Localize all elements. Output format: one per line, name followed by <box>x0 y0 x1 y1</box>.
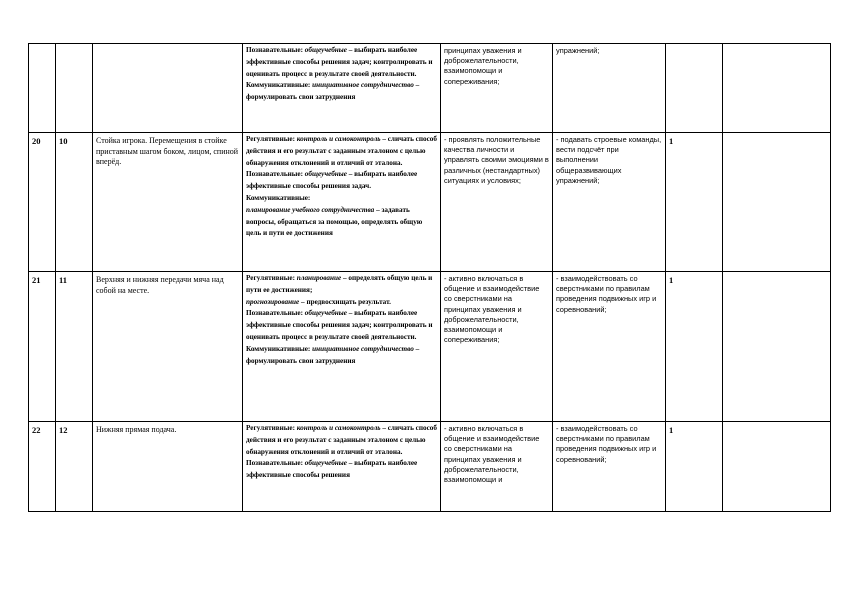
uud-paragraph <box>246 273 437 297</box>
uud-text: – формулировать свои затруднения <box>246 344 420 365</box>
activities-cell-content: - подавать строевые команды, вести подсчёт при выполнении общеразвивающих упражнений; <box>556 135 662 185</box>
lesson-number-cell <box>56 272 93 422</box>
uud-label: Регулятивные: <box>246 424 297 432</box>
uud-text: – предвосхищать результат. <box>299 297 391 306</box>
row-number-cell-content <box>32 47 52 131</box>
uud-label: Познавательные: <box>246 170 305 179</box>
topic-cell-content <box>96 47 239 131</box>
uud-term: планирование учебного сотрудничества <box>246 205 375 214</box>
row-number-cell-content: 22 <box>32 425 41 435</box>
lesson-number-cell <box>56 133 93 272</box>
hours-cell-content: 1 <box>669 425 674 435</box>
uud-term: прогнозирование <box>246 297 300 306</box>
notes-cell <box>723 44 831 133</box>
row-number-cell <box>29 422 56 512</box>
activities-cell <box>553 272 666 422</box>
topic-cell <box>93 133 243 272</box>
table-row <box>29 133 831 272</box>
row-number-cell <box>29 272 56 422</box>
personal-results-cell <box>441 133 553 272</box>
uud-cell <box>243 133 441 272</box>
activities-cell <box>553 422 666 512</box>
notes-cell <box>723 133 831 272</box>
uud-term: общеучебные <box>304 170 347 179</box>
notes-cell-content <box>726 135 827 269</box>
uud-text: – выбирать наиболее эффективные способы решения задач. Коммуникативные: <box>246 170 418 202</box>
uud-term: инициативное сотрудничество <box>312 81 414 90</box>
uud-paragraph <box>246 423 437 458</box>
uud-label: Коммуникативные: <box>246 81 313 90</box>
uud-paragraph <box>246 308 437 343</box>
lesson-number-cell-content <box>59 47 89 131</box>
personal-results-cell <box>441 44 553 133</box>
hours-cell-content: 1 <box>669 136 674 146</box>
hours-cell <box>666 133 723 272</box>
notes-cell-content <box>726 46 827 130</box>
activities-cell-content: - взаимодействовать со сверстниками по правилам проведения подвижных игр и соревнований; <box>556 274 657 314</box>
table-body <box>29 44 831 512</box>
hours-cell <box>666 422 723 512</box>
row-number-cell-content: 20 <box>32 136 41 146</box>
uud-label: Регулятивные: <box>246 135 297 143</box>
personal-results-cell-content: принципах уважения и доброжелательности, взаимопомощи и сопереживания; <box>444 46 522 86</box>
lesson-number-cell-content: 12 <box>59 425 68 435</box>
uud-paragraph <box>246 344 437 368</box>
personal-results-cell-content: - активно включаться в общение и взаимодействие со сверстниками на принципах уважения и доброжелательности, взаимопомощи и сопереживания; <box>444 274 540 345</box>
personal-results-cell <box>441 272 553 422</box>
uud-label: Познавательные: <box>246 459 305 468</box>
topic-cell-content: Стойка игрока. Перемещения в стойке приставным шагом боком, лицом, спиной вперёд. <box>96 136 239 166</box>
row-number-cell <box>29 44 56 133</box>
uud-term: контроль и самоконтроль <box>296 135 381 143</box>
table-row <box>29 422 831 512</box>
uud-text: – сличать способ действия и его результат с заданным эталоном с целью обнаружения отклонений и отличий от эталона. <box>246 424 437 456</box>
uud-term: контроль и самоконтроль <box>296 424 381 432</box>
uud-text: – определять общую цель и пути ее достижения; <box>246 274 433 294</box>
uud-term: планирование <box>296 274 342 282</box>
uud-text: – выбирать наиболее эффективные способы решения <box>246 459 418 480</box>
uud-term: общеучебные <box>304 459 347 468</box>
uud-cell-content <box>246 45 437 129</box>
uud-paragraph <box>246 45 437 80</box>
personal-results-cell-content: - активно включаться в общение и взаимодействие со сверстниками на принципах уважения и доброжелательности, взаимопомощи и <box>444 424 540 485</box>
uud-text: – формулировать свои затруднения <box>246 81 420 102</box>
personal-results-cell <box>441 422 553 512</box>
uud-label: Познавательные: <box>246 309 305 318</box>
row-number-cell-content: 21 <box>32 275 41 285</box>
lesson-number-cell <box>56 44 93 133</box>
topic-cell <box>93 272 243 422</box>
uud-label: Познавательные: <box>246 46 305 54</box>
uud-cell <box>243 44 441 133</box>
topic-cell-content: Нижняя прямая подача. <box>96 425 177 434</box>
uud-paragraph <box>246 297 437 309</box>
notes-cell <box>723 422 831 512</box>
lesson-number-cell <box>56 422 93 512</box>
activities-cell-content: - взаимодействовать со сверстниками по правилам проведения подвижных игр и соревнований; <box>556 424 657 464</box>
uud-text: – задавать вопросы, обращаться за помощью, определять общую цель и пути ее достижения <box>246 205 423 238</box>
uud-term: общеучебные <box>304 46 347 54</box>
uud-cell-content <box>246 273 437 418</box>
uud-text: – выбирать наиболее эффективные способы решения задач; контролировать и оценивать процесс в результате своей деятельности. <box>246 46 433 78</box>
topic-cell-content: Верхняя и нижняя передачи мяча над собой на месте. <box>96 275 224 295</box>
lesson-number-cell-content: 10 <box>59 136 68 146</box>
notes-cell-content <box>726 274 827 419</box>
lesson-number-cell-content: 11 <box>59 275 68 285</box>
uud-cell-content <box>246 134 437 268</box>
uud-paragraph <box>246 80 437 104</box>
lesson-plan-table <box>28 43 831 512</box>
uud-paragraph <box>246 458 437 482</box>
uud-term: инициативное сотрудничество <box>312 344 414 353</box>
uud-cell <box>243 272 441 422</box>
hours-cell-content <box>669 47 719 131</box>
uud-label: Коммуникативные: <box>246 344 313 353</box>
uud-paragraph <box>246 169 437 204</box>
uud-paragraph <box>246 205 437 240</box>
table-row <box>29 44 831 133</box>
table-row <box>29 272 831 422</box>
notes-cell <box>723 272 831 422</box>
uud-label: Регулятивные: <box>246 274 297 282</box>
notes-cell-content <box>726 424 827 509</box>
topic-cell <box>93 422 243 512</box>
hours-cell <box>666 44 723 133</box>
activities-cell-content: упражнений; <box>556 46 600 55</box>
uud-text: – выбирать наиболее эффективные способы решения задач; контролировать и оценивать процесс в результате своей деятельности. <box>246 309 433 341</box>
topic-cell <box>93 44 243 133</box>
uud-paragraph <box>246 134 437 169</box>
hours-cell <box>666 272 723 422</box>
activities-cell <box>553 44 666 133</box>
personal-results-cell-content: - проявлять положительные качества личности и управлять своими эмоциями в различных (нестандартных) ситуациях и условиях; <box>444 135 549 185</box>
row-number-cell <box>29 133 56 272</box>
uud-cell-content <box>246 423 437 508</box>
hours-cell-content: 1 <box>669 275 674 285</box>
uud-text: – сличать способ действия и его результат с заданным эталоном с целью обнаружения отклонений и отличий от эталона. <box>246 135 437 167</box>
uud-cell <box>243 422 441 512</box>
uud-term: общеучебные <box>304 309 347 318</box>
activities-cell <box>553 133 666 272</box>
